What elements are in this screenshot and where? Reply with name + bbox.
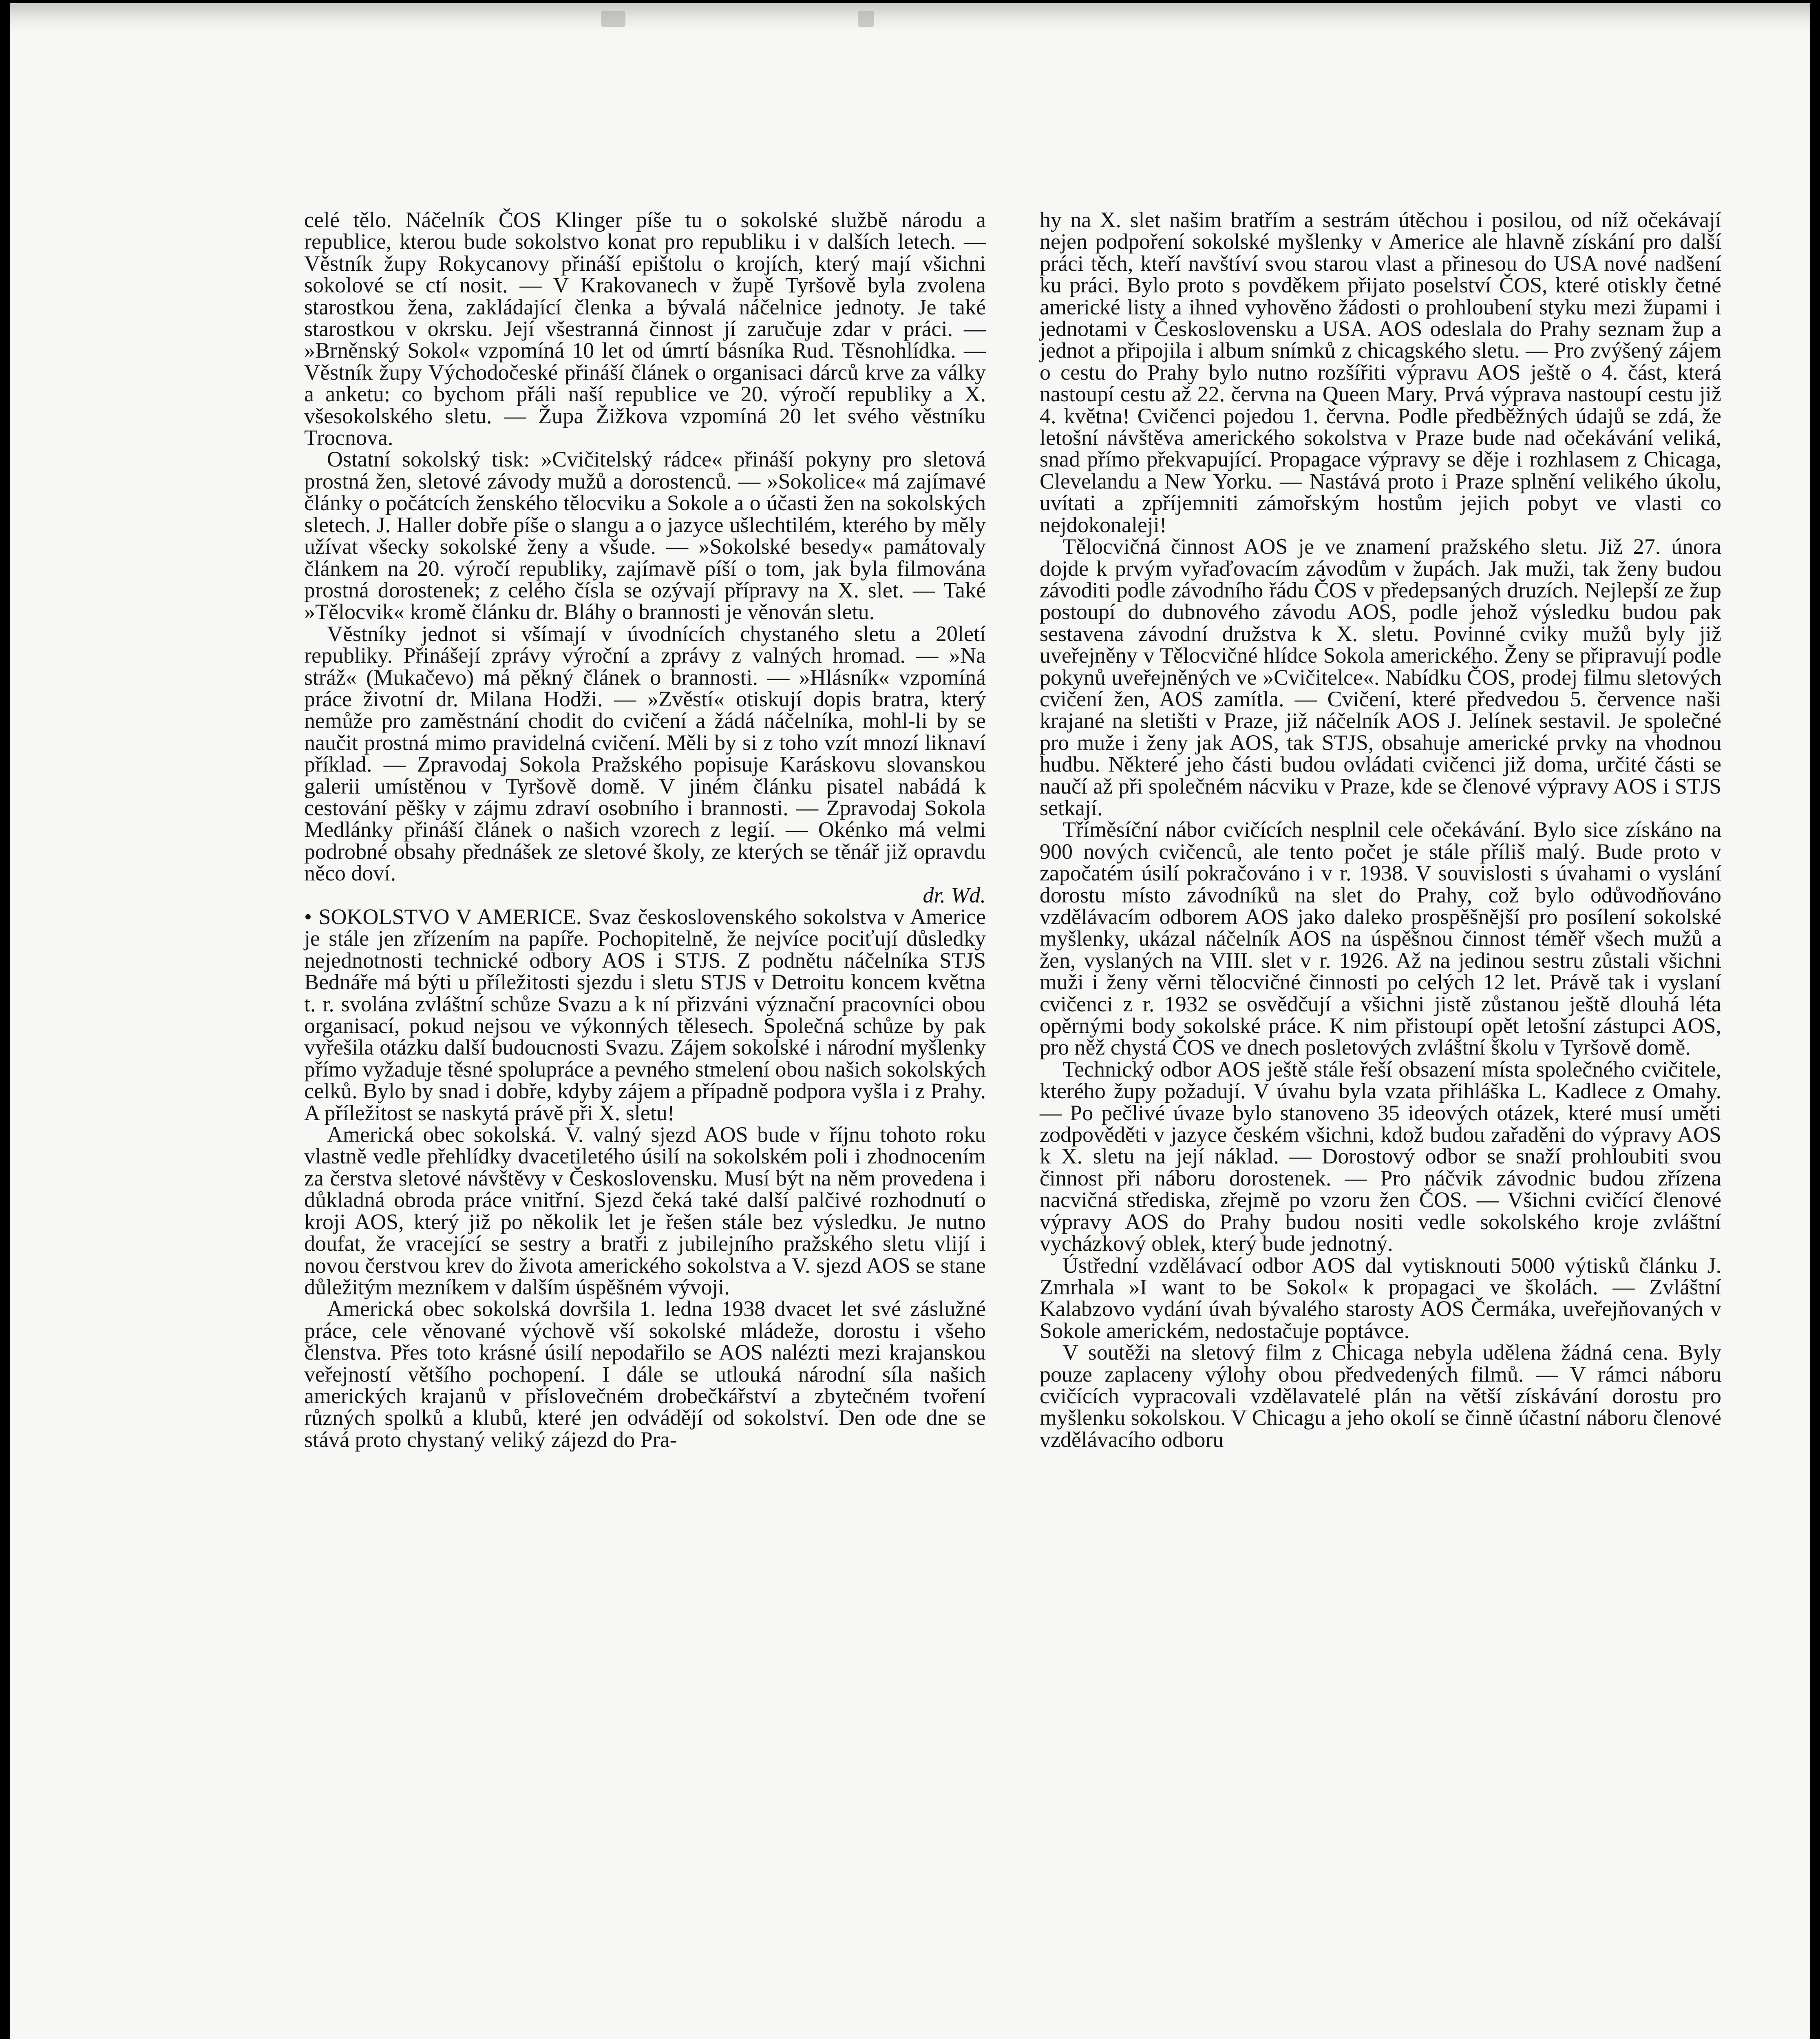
paragraph-technical-dept: Technický odbor AOS ještě stále řeší obsazení místa společného cvičitele, kterého župy požadují. V úvahu byla vzata přihláška L. Kadlece z Omahy. — Po pečlivé úvaze bylo stanoveno 35 ideových otázek, které musí uměti zodpověděti v jazyce českém všichni, kdož budou zařaděni do výpravy AOS k X. sletu na její náklad. — Dorostový odbor se snaží prohloubiti svou činnost při náboru dorostenek. — Pro náčvik závodnic budou zřízena nacvičná střediska, zřejmě po vzoru žen ČOS. — Všichni cvičící členové výpravy AOS do Prahy budou nositi vedle sokolského kroje zvláštní vycházkový oblek, který bude jednotný. (1040, 1057, 1721, 1256)
paragraph-other-sokol-press: Ostatní sokolský tisk: »Cvičitelský rádce« přináší pokyny pro sletová prostná žen, sletové závody mužů a dorostenců. — »Sokolice« má zajímavé články o počátcích ženského tělocviku a Sokole a o účasti žen na sokolských sletech. J. Haller dobře píše o slangu a o jazyce ušlechtilém, kterého by měly užívat všecky sokolské ženy a všude. — »Sokolské besedy« památovaly článkem na 20. výročí republiky, zajímavě píší o tom, jak byla filmována prostná dorostenek; z celého čísla se ozývají přípravy na X. slet. — Také »Tělocvik« kromě článku dr. Bláhy o brannosti je věnován sletu. (304, 447, 986, 624)
right-text-column (1040, 209, 1721, 1451)
scanned-page (10, 3, 1810, 2039)
scan-artifact (601, 11, 625, 27)
paragraph-recruitment: Tříměsíční nábor cvičících nesplnil cele očekávání. Bylo sice získáno na 900 nových cvičenců, ale tento počet je stále příliš malý. Bude proto v započatém úsilí pokračováno i v r. 1938. V souvislosti s úvahami o vyslání dorostu místo závodníků na slet do Prahy, což bylo odůvodňováno vzdělávacím odborem AOS jako daleko prospěšnější pro posílení sokolské myšlenky, ukázal náčelník AOS na úspěšnou činnost téměř všech mužů a žen, vyslaných na VIII. slet v r. 1926. Až na jedinou sestru zůstali všichni muži i ženy věrni tělocvičné činnosti po celých 12 let. Právě tak i vyslaní cvičenci z r. 1932 se osvědčují a všichni jistě zůstanou ještě dlouhá léta opěrnými body sokolské práce. K nim přistoupí opět letošní zástupci AOS, pro něž chystá ČOS ve dnech posletových zvláštní školu v Tyršově domě. (1040, 817, 1721, 1060)
paragraph-film-contest: V soutěži na sletový film z Chicaga nebyla udělena žádná cena. Byly pouze zaplaceny výlohy obou předvedených filmů. — V rámci náboru cvičících vypracovali vzdělavatelé plán na větší získávání dorostu pro myšlenku sokolskou. V Chicagu a jeho okolí se činně účastní náboru členové vzdělávacího odboru (1040, 1340, 1721, 1452)
paragraph-prague-trip: hy na X. slet našim bratřím a sestrám útěchou i posilou, od níž očekávají nejen podpoření sokolské myšlenky v Americe ale hlavně získání pro další práci těch, kteří navštíví svou starou vlast a přinesou do USA nové nadšení ku práci. Bylo proto s povděkem přijato poselství ČOS, které otiskly četné americké listy a ihned vyhověno žádosti o prohloubení styku mezi župami i jednotami v Československu a USA. AOS odeslala do Prahy seznam žup a jednot a připojila i album snímků z chicagského sletu. — Pro zvýšený zájem o cestu do Prahy bylo nutno rozšířiti výpravu AOS ještě o 4. část, která nastoupí cestu až 22. června na Queen Mary. Prvá výprava nastoupí cestu již 4. května! Cvičenci pojedou 1. června. Podle předběžných údajů se zdá, že letošní návštěva amerického sokolstva v Praze bude nad očekávání veliká, snad přímo překvapující. Propagace výpravy se děje i rozhlasem z Chicaga, Clevelandu a New Yorku. — Nastává proto i Praze splnění velikého úkolu, uvítati a zpříjemniti zámořským hostům jejich pobyt ve vlasti co nejdokonaleji! (1040, 208, 1721, 537)
paragraph-aos-anniversary: Americká obec sokolská dovršila 1. ledna 1938 dvacet let své záslužné práce, cele věnované výchově vší sokolské mládeže, dorostu i všeho členstva. Přes toto krásné úsilí nepodařilo se AOS nalézti mezi krajanskou veřejností většího pochopení. I dále se utlouká národní síla našich amerických krajanů v příslovečném drobečkářství a zbytečném tvoření různých spolků a klubů, které jen odvádějí od sokolství. Den ode dne se stává proto chystaný veliký zájezd do Pra- (304, 1296, 986, 1452)
paragraph-aos-gymnastics: Tělocvičná činnost AOS je ve znamení pražského sletu. Již 27. února dojde k prvým vyřaďovacím závodům v župách. Jak muži, tak ženy budou závoditi podle závodního řádu ČOS v předepsaných druzích. Nejlepší ze žup postoupí do dubnového závodu AOS, podle jehož výsledku budou pak sestavena závodní družstva k X. sletu. Povinné cviky mužů byly již uveřejněny v Tělocvičné hlídce Sokola amerického. Ženy se připravují podle pokynů uveřejněných ve »Cvičitelce«. Nabídku ČOS, prodej filmu sletových cvičení žen, AOS zamítla. — Cvičení, které předvedou 5. července naši krajané na sletišti v Praze, již náčelník AOS J. Jelínek sestavil. Je společné pro muže i ženy jak AOS, tak STJS, obsahuje americké prvky na vhodnou hudbu. Některé jeho části budou ovládati cvičenci již doma, určité části se naučí až při společném nácviku v Praze, kde se členové výpravy AOS i STJS setkají. (1040, 534, 1721, 820)
author-signature: dr. Wd. (923, 882, 986, 907)
scan-artifact (858, 11, 874, 27)
paragraph-sokol-press: celé tělo. Náčelník ČOS Klinger píše tu o sokolské službě národu a republice, kterou bude sokolstvo konat pro republiku i v dalších letech. — Věstník župy Rokycanovy přináší epištolu o krojích, který mají všichni sokolové se ctí nosit. — V Krakovanech v župě Tyršově byla zvolena starostkou žena, zakládající členka a bývalá náčelnice jednoty. Je také starostkou v okrsku. Její všestranná činnost jí zaručuje zdar v práci. — »Brněnský Sokol« vzpomíná 10 let od úmrtí básníka Rud. Těsnohlídka. — Věstník župy Východočeské přináší článek o organisaci dárců krve za války a anketu: co bychom přáli naší republice ve 20. výročí republiky a X. všesokolského sletu. — Župa Žižkova vzpomíná 20 let svého věstníku Trocnova. (304, 208, 986, 450)
paragraph-sokol-in-america: • SOKOLSTVO V AMERICE. Svaz československého sokolstva v Americe je stále jen zřízením na papíře. Pochopitelně, že nejvíce pociťují důsledky nejednotnosti technické odbory AOS i STJS. Z podnětu náčelníka STJS Bednáře má býti u příležitosti sjezdu i sletu STJS v Detroitu koncem května t. r. svolána zvláštní schůze Svazu a k ní přizváni význační pracovníci obou organisací, pokud nejsou ve výkonných tělesech. Společná schůze by pak vyřešila otázku další budoucnosti Svazu. Zájem sokolské i národní myšlenky přímo vyžaduje těsné spolupráce a pevného stmelení obou našich sokolských celků. Bylo by snad i dobře, kdyby zájem a případně podpora vyšla i z Prahy. A příležitost se naskytá právě při X. sletu! (304, 905, 986, 1125)
paragraph-aos-congress: Americká obec sokolská. V. valný sjezd AOS bude v říjnu tohoto roku vlastně vedle přehlídky dvacetiletého úsilí na sokolském poli i zhodnocením za čerstva sletové návštěvy v Československu. Musí být na něm provedena i důkladná obroda práce vnitřní. Sjezd čeká také další palčivé rozhodnutí o kroji AOS, který již po několik let je řešen stále bez výsledku. Je nutno doufat, že vracející se sestry a bratři z jubilejního pražského sletu vlijí i novou čerstvou krev do života amerického sokolstva a V. sjezd AOS se stane důležitým mezníkem v dalším úspěšném vývoji. (304, 1122, 986, 1299)
paragraph-unit-bulletins: Věstníky jednot si všímají v úvodnících chystaného sletu a 20letí republiky. Přinášejí zprávy výroční a zprávy z valných hromad. — »Na stráž« (Mukačevo) má pěkný článek o brannosti. — »Hlásník« vzpomíná práce životní dr. Milana Hodži. — »Zvěstí« otiskují dopis bratra, který nemůže pro zaměstnání chodit do cvičení a žádá náčelníka, mohl-li by se naučit prostná mimo pravidelná cvičení. Měli by si z toho vzít mnozí liknaví příklad. — Zpravodaj Sokola Pražského popisuje Karáskovu slovanskou galerii umístěnou v Tyršově domě. V jiném článku pisatel nabádá k cestování pěšky v zájmu zdraví osobního i brannosti. — Zpravodaj Sokola Medlánky přináší článek o našich vzorech z legií. — Okénko má velmi podrobné obsahy přednášek ze sletové školy, ze kterých se těnář již opravdu něco doví. (304, 621, 986, 886)
paragraph-education-dept: Ústřední vzdělávací odbor AOS dal vytisknouti 5000 výtisků článku J. Zmrhala »I want to be Sokol« k propagaci ve školách. — Zvláštní Kalabzovo vydání úvah bývalého starosty AOS Čermáka, uveřejňovaných v Sokole americkém, nedostačuje poptávce. (1040, 1253, 1721, 1343)
scan-edge-shadow (10, 3, 1810, 32)
left-text-column (304, 209, 986, 1451)
